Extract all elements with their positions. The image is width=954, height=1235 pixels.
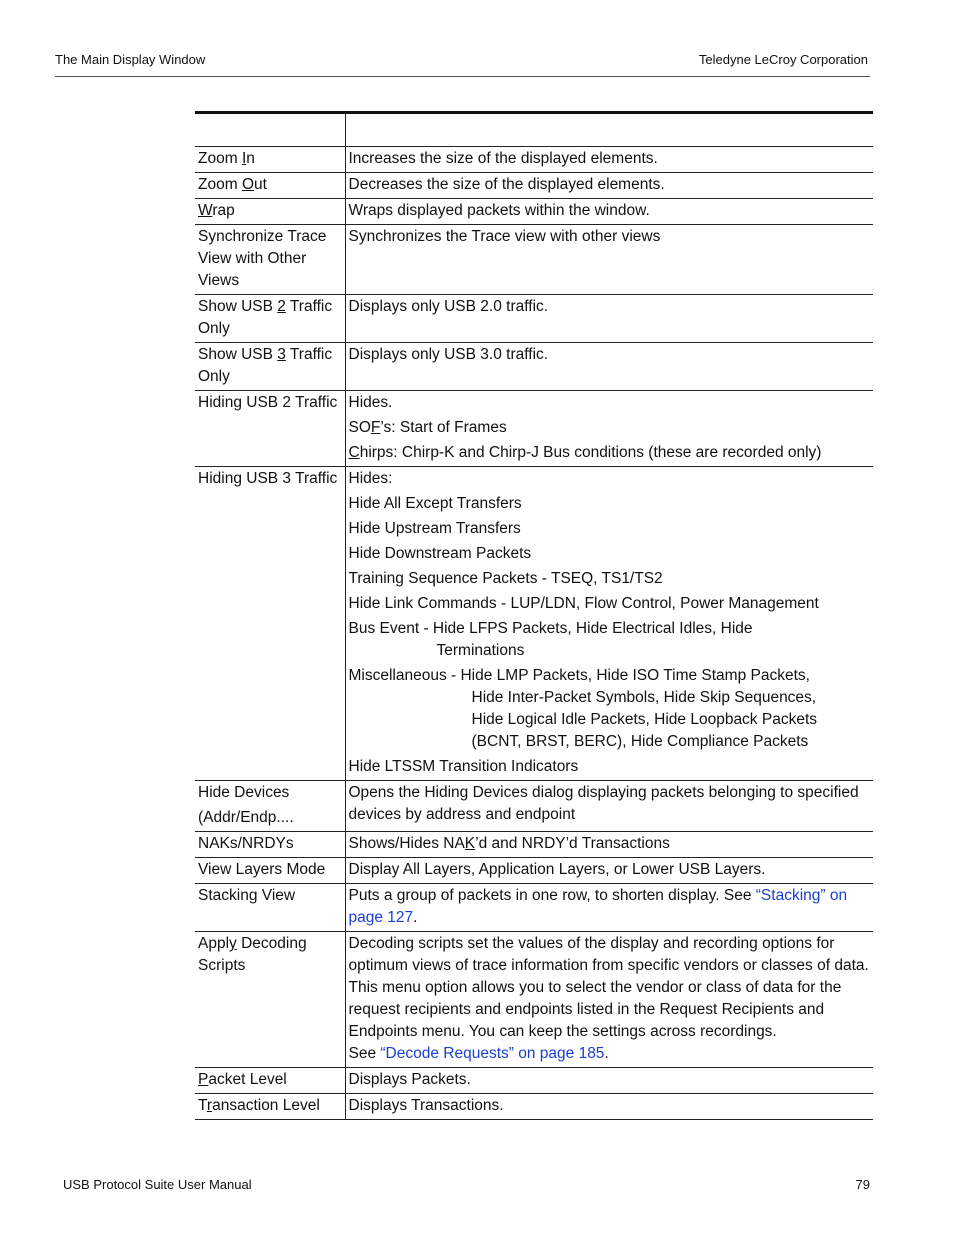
header-cell-description: [345, 113, 873, 147]
text-line: Hide Link Commands - LUP/LDN, Flow Control, Power Management: [348, 595, 819, 612]
description-zoom-out: Decreases the size of the displayed elements.: [345, 173, 873, 199]
stacking-link[interactable]: “Stacking” on page 127: [348, 887, 848, 926]
option-transaction-level: Transaction Level: [195, 1094, 345, 1120]
table-row: [195, 173, 873, 199]
decode-requests-link[interactable]: “Decode Requests” on page 185: [380, 1045, 605, 1062]
description-transaction-level: Displays Transactions.: [345, 1094, 873, 1120]
table-row: [195, 391, 873, 467]
option-packet-level: Packet Level: [195, 1068, 345, 1094]
description-hide-devices: Opens the Hiding Devices dialog displaying packets belonging to specified devices by address and endpoint: [345, 781, 873, 832]
text-line: Hide Downstream Packets: [348, 545, 532, 562]
table-row: [195, 832, 873, 858]
table-row: [195, 781, 873, 832]
text-line: SOF’s: Start of Frames: [348, 419, 507, 436]
option-naks-nrdys: NAKs/NRDYs: [195, 832, 345, 858]
description-stacking-view: Puts a group of packets in one row, to shorten display. See “Stacking” on page 127.: [345, 884, 873, 932]
option-zoom-in: Zoom In: [195, 147, 345, 173]
text-line: Hides:: [348, 470, 393, 487]
text-line: Training Sequence Packets - TSEQ, TS1/TS2: [348, 570, 663, 587]
text-line: Hide All Except Transfers: [348, 495, 522, 512]
option-view-layers: View Layers Mode: [195, 858, 345, 884]
option-hiding-usb2: Hiding USB 2 Traffic: [195, 391, 345, 467]
description-synchronize: Synchronizes the Trace view with other views: [345, 225, 873, 295]
option-wrap: Wrap: [195, 199, 345, 225]
text-line: Bus Event - Hide LFPS Packets, Hide Electrical Idles, Hide: [348, 620, 753, 637]
option-stacking-view: Stacking View: [195, 884, 345, 932]
running-footer-left: USB Protocol Suite User Manual: [63, 1177, 252, 1192]
table-row: [195, 1068, 873, 1094]
running-header-right: Teledyne LeCroy Corporation: [698, 52, 868, 67]
text-line: Terminations: [436, 642, 525, 659]
description-apply-decoding: Decoding scripts set the values of the display and recording options for optimum views of trace information from specific vendors or classes of data. This menu option allows you to select the vendor or class of data for the request recipients and endpoints listed in the Request Recipients and Endpoints menu. You can keep the settings across recordings. See “Decode Requests” on page 185.: [345, 932, 873, 1068]
table-row: [195, 858, 873, 884]
table-row: [195, 225, 873, 295]
table-row: [195, 1094, 873, 1120]
description-zoom-in: Increases the size of the displayed elements.: [345, 147, 873, 173]
header-cell-menu: [195, 113, 345, 147]
description-wrap: Wraps displayed packets within the window.: [345, 199, 873, 225]
option-show-usb2: Show USB 2 Traffic Only: [195, 295, 345, 343]
page-number: 79: [855, 1177, 870, 1192]
menu-options-table: [195, 111, 873, 1120]
text-line: Hide Logical Idle Packets, Hide Loopback Packets: [471, 711, 818, 728]
text-line: Miscellaneous - Hide LMP Packets, Hide ISO Time Stamp Packets,: [348, 667, 810, 684]
description-packet-level: Displays Packets.: [345, 1068, 873, 1094]
option-hide-devices: Hide Devices (Addr/Endp....: [195, 781, 345, 832]
text-line: Hide LTSSM Transition Indicators: [348, 758, 579, 775]
running-header-left: The Main Display Window: [55, 52, 206, 67]
description-hiding-usb2: [345, 391, 873, 467]
option-synchronize: Synchronize Trace View with Other Views: [195, 225, 345, 295]
table-row: [195, 467, 873, 781]
description-show-usb3: Displays only USB 3.0 traffic.: [345, 343, 873, 391]
option-zoom-out: Zoom Out: [195, 173, 345, 199]
table-row: [195, 932, 873, 1068]
option-apply-decoding: Apply Decoding Scripts: [195, 932, 345, 1068]
option-hiding-usb3: Hiding USB 3 Traffic: [195, 467, 345, 781]
table-row: [195, 147, 873, 173]
table-row: [195, 295, 873, 343]
description-show-usb2: Displays only USB 2.0 traffic.: [345, 295, 873, 343]
text-line: Chirps: Chirp-K and Chirp-J Bus conditions (these are recorded only): [348, 444, 822, 461]
table-row: [195, 199, 873, 225]
text-line: Hides.: [348, 394, 393, 411]
description-naks-nrdys: Shows/Hides NAK’d and NRDY’d Transactions: [345, 832, 873, 858]
table-header-row: [195, 113, 873, 147]
table-row: [195, 884, 873, 932]
description-view-layers: Display All Layers, Application Layers, or Lower USB Layers.: [345, 858, 873, 884]
table-row: [195, 343, 873, 391]
text-line: (BCNT, BRST, BERC), Hide Compliance Packets: [471, 733, 809, 750]
description-hiding-usb3: [345, 467, 873, 781]
text-line: Hide Inter-Packet Symbols, Hide Skip Sequences,: [471, 689, 817, 706]
header-rule: [55, 76, 870, 77]
text-line: Hide Upstream Transfers: [348, 520, 521, 537]
option-show-usb3: Show USB 3 Traffic Only: [195, 343, 345, 391]
